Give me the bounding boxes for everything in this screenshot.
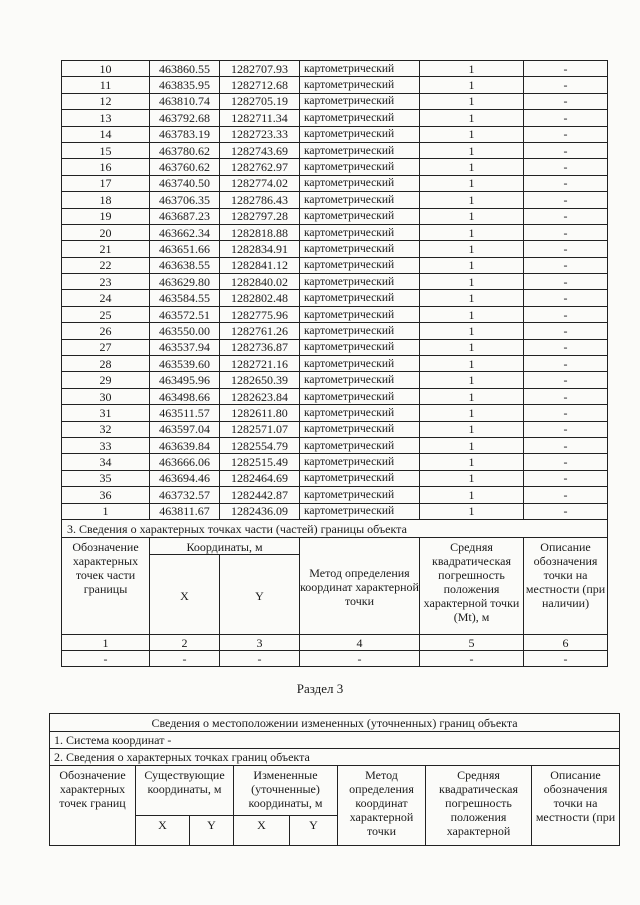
point-number-cell: 21 [62, 241, 150, 257]
method-cell: картометрический [300, 503, 420, 519]
table-row [62, 356, 608, 372]
accuracy-cell: 1 [420, 290, 524, 306]
coord-x-cell: 463572.51 [150, 306, 220, 322]
col-method-header: Метод определения координат характерной точки [300, 538, 420, 635]
accuracy-cell: 1 [420, 175, 524, 191]
method-cell: картометрический [300, 323, 420, 339]
empty-value-cell: - [62, 651, 150, 667]
point-number-cell: 33 [62, 437, 150, 453]
point-number-cell: 22 [62, 257, 150, 273]
description-cell: - [524, 421, 608, 437]
coord-x-cell: 463638.55 [150, 257, 220, 273]
coord-y-cell: 1282723.33 [220, 126, 300, 142]
description-cell: - [524, 175, 608, 191]
method-cell: картометрический [300, 290, 420, 306]
method-cell: картометрический [300, 405, 420, 421]
coord-x-cell: 463835.95 [150, 77, 220, 93]
coord-y-cell: 1282818.88 [220, 224, 300, 240]
description-cell: - [524, 93, 608, 109]
coord-y-cell: 1282834.91 [220, 241, 300, 257]
description-cell: - [524, 290, 608, 306]
table-row [62, 274, 608, 290]
coord-y-cell: 1282774.02 [220, 175, 300, 191]
point-number-cell: 27 [62, 339, 150, 355]
coord-y-cell: 1282840.02 [220, 274, 300, 290]
point-number-cell: 14 [62, 126, 150, 142]
accuracy-cell: 1 [420, 470, 524, 486]
accuracy-cell: 1 [420, 323, 524, 339]
description-cell: - [524, 77, 608, 93]
table-row [62, 192, 608, 208]
point-number-cell: 36 [62, 487, 150, 503]
table-row [62, 503, 608, 519]
method-cell: картометрический [300, 339, 420, 355]
table-row [62, 372, 608, 388]
coord-y-cell: 1282721.16 [220, 356, 300, 372]
point-number-cell: 11 [62, 77, 150, 93]
accuracy-cell: 1 [420, 126, 524, 142]
coord-y-cell: 1282442.87 [220, 487, 300, 503]
column-number-cell: 6 [524, 635, 608, 651]
coord-x-cell: 463651.66 [150, 241, 220, 257]
accuracy-cell: 1 [420, 192, 524, 208]
method-cell: картометрический [300, 274, 420, 290]
accuracy-cell: 1 [420, 110, 524, 126]
description-cell: - [524, 306, 608, 322]
accuracy-cell: 1 [420, 454, 524, 470]
col-point-header: Обозначение характерных точек границ [50, 766, 136, 846]
col-existing-header: Существующие координаты, м [136, 766, 234, 816]
empty-value-cell: - [220, 651, 300, 667]
table-row [62, 421, 608, 437]
table-row [62, 175, 608, 191]
coord-y-cell: 1282786.43 [220, 192, 300, 208]
description-cell: - [524, 61, 608, 77]
coord-y-cell: 1282464.69 [220, 470, 300, 486]
changed-boundary-title: Сведения о местоположении измененных (уточненных) границ объекта [50, 714, 620, 732]
point-number-cell: 12 [62, 93, 150, 109]
coord-x-cell: 463539.60 [150, 356, 220, 372]
coord-y-cell: 1282761.26 [220, 323, 300, 339]
method-cell: картометрический [300, 77, 420, 93]
column-number-cell: 3 [220, 635, 300, 651]
coord-y-cell: 1282711.34 [220, 110, 300, 126]
description-cell: - [524, 487, 608, 503]
description-cell: - [524, 388, 608, 404]
point-number-cell: 31 [62, 405, 150, 421]
table-row [62, 388, 608, 404]
coord-x-cell: 463639.84 [150, 437, 220, 453]
method-cell: картометрический [300, 421, 420, 437]
method-cell: картометрический [300, 306, 420, 322]
coord-x-cell: 463694.46 [150, 470, 220, 486]
coord-x-cell: 463597.04 [150, 421, 220, 437]
coord-y-cell: 1282705.19 [220, 93, 300, 109]
point-number-cell: 1 [62, 503, 150, 519]
table-row [62, 454, 608, 470]
col-changed-header: Измененные (уточненные) координаты, м [234, 766, 338, 816]
description-cell: - [524, 224, 608, 240]
coord-y-cell: 1282743.69 [220, 142, 300, 158]
accuracy-cell: 1 [420, 306, 524, 322]
accuracy-cell: 1 [420, 372, 524, 388]
empty-value-cell: - [524, 651, 608, 667]
point-number-cell: 18 [62, 192, 150, 208]
coord-x-cell: 463860.55 [150, 61, 220, 77]
description-cell: - [524, 454, 608, 470]
point-number-cell: 20 [62, 224, 150, 240]
accuracy-cell: 1 [420, 339, 524, 355]
coord-x-cell: 463687.23 [150, 208, 220, 224]
coord-y-cell: 1282436.09 [220, 503, 300, 519]
col-accuracy-header: Средняя квадратическая погрешность положения характерной точки (Mt), м [420, 538, 524, 635]
method-cell: картометрический [300, 192, 420, 208]
point-number-cell: 25 [62, 306, 150, 322]
accuracy-cell: 1 [420, 421, 524, 437]
coord-y-cell: 1282611.80 [220, 405, 300, 421]
table-row [62, 306, 608, 322]
table-row [62, 339, 608, 355]
part-boundary-table [61, 519, 608, 667]
coord-y-cell: 1282775.96 [220, 306, 300, 322]
method-cell: картометрический [300, 208, 420, 224]
col-accuracy-header: Средняя квадратическая погрешность положения характерной [426, 766, 532, 846]
coord-x-cell: 463810.74 [150, 93, 220, 109]
coord-x-cell: 463511.57 [150, 405, 220, 421]
coord-y-cell: 1282554.79 [220, 437, 300, 453]
point-number-cell: 35 [62, 470, 150, 486]
coord-y-cell: 1282802.48 [220, 290, 300, 306]
coord-y-cell: 1282571.07 [220, 421, 300, 437]
accuracy-cell: 1 [420, 208, 524, 224]
method-cell: картометрический [300, 372, 420, 388]
point-number-cell: 30 [62, 388, 150, 404]
point-number-cell: 13 [62, 110, 150, 126]
method-cell: картометрический [300, 356, 420, 372]
point-number-cell: 17 [62, 175, 150, 191]
table-row [62, 224, 608, 240]
coord-x-cell: 463760.62 [150, 159, 220, 175]
description-cell: - [524, 339, 608, 355]
coord-x-cell: 463811.67 [150, 503, 220, 519]
description-cell: - [524, 192, 608, 208]
method-cell: картометрический [300, 159, 420, 175]
col-y-header: Y [220, 555, 300, 635]
point-number-cell: 16 [62, 159, 150, 175]
method-cell: картометрический [300, 257, 420, 273]
col-method-header: Метод определения координат характерной точки [338, 766, 426, 846]
table-row [62, 142, 608, 158]
description-cell: - [524, 241, 608, 257]
method-cell: картометрический [300, 437, 420, 453]
method-cell: картометрический [300, 241, 420, 257]
table-row [62, 257, 608, 273]
coord-y-cell: 1282797.28 [220, 208, 300, 224]
col-desc-header: Описание обозначения точки на местности (при наличии) [524, 538, 608, 635]
method-cell: картометрический [300, 175, 420, 191]
empty-value-cell: - [420, 651, 524, 667]
description-cell: - [524, 274, 608, 290]
method-cell: картометрический [300, 142, 420, 158]
column-number-cell: 4 [300, 635, 420, 651]
point-number-cell: 29 [62, 372, 150, 388]
table-row [62, 61, 608, 77]
point-number-cell: 34 [62, 454, 150, 470]
method-cell: картометрический [300, 470, 420, 486]
coord-x-cell: 463792.68 [150, 110, 220, 126]
method-cell: картометрический [300, 93, 420, 109]
description-cell: - [524, 405, 608, 421]
empty-value-cell: - [150, 651, 220, 667]
point-number-cell: 26 [62, 323, 150, 339]
method-cell: картометрический [300, 126, 420, 142]
coord-y-cell: 1282712.68 [220, 77, 300, 93]
table-row [62, 290, 608, 306]
method-cell: картометрический [300, 454, 420, 470]
col-desc-header: Описание обозначения точки на местности (при [532, 766, 620, 846]
description-cell: - [524, 470, 608, 486]
coord-y-cell: 1282762.97 [220, 159, 300, 175]
accuracy-cell: 1 [420, 93, 524, 109]
table-row [62, 437, 608, 453]
accuracy-cell: 1 [420, 241, 524, 257]
point-number-cell: 23 [62, 274, 150, 290]
accuracy-cell: 1 [420, 274, 524, 290]
coord-x-cell: 463498.66 [150, 388, 220, 404]
boundary-points-table [61, 60, 608, 520]
col-coords-header: Координаты, м [150, 538, 300, 555]
coord-x-cell: 463537.94 [150, 339, 220, 355]
table-row [62, 323, 608, 339]
table-row [62, 110, 608, 126]
point-number-cell: 28 [62, 356, 150, 372]
description-cell: - [524, 110, 608, 126]
col-x-header: X [150, 555, 220, 635]
accuracy-cell: 1 [420, 257, 524, 273]
description-cell: - [524, 126, 608, 142]
coord-x-cell: 463550.00 [150, 323, 220, 339]
accuracy-cell: 1 [420, 77, 524, 93]
table-row [62, 93, 608, 109]
method-cell: картометрический [300, 61, 420, 77]
col-existing-y: Y [190, 816, 234, 846]
point-number-cell: 32 [62, 421, 150, 437]
coord-x-cell: 463740.50 [150, 175, 220, 191]
accuracy-cell: 1 [420, 159, 524, 175]
point-number-cell: 15 [62, 142, 150, 158]
column-number-cell: 1 [62, 635, 150, 651]
part-boundary-caption: 3. Сведения о характерных точках части (частей) границы объекта [62, 520, 608, 538]
coord-y-cell: 1282623.84 [220, 388, 300, 404]
description-cell: - [524, 503, 608, 519]
empty-value-cell: - [300, 651, 420, 667]
coord-x-cell: 463662.34 [150, 224, 220, 240]
coord-y-cell: 1282650.39 [220, 372, 300, 388]
changed-boundary-table [49, 713, 620, 846]
table-row [62, 208, 608, 224]
boundary-points-caption: 2. Сведения о характерных точках границ объекта [50, 749, 620, 766]
table-row [62, 159, 608, 175]
method-cell: картометрический [300, 110, 420, 126]
table-row [62, 405, 608, 421]
col-changed-y: Y [290, 816, 338, 846]
coord-y-cell: 1282515.49 [220, 454, 300, 470]
table-row [62, 126, 608, 142]
coord-x-cell: 463783.19 [150, 126, 220, 142]
col-point-header: Обозначение характерных точек части границы [62, 538, 150, 635]
coord-x-cell: 463495.96 [150, 372, 220, 388]
accuracy-cell: 1 [420, 61, 524, 77]
accuracy-cell: 1 [420, 224, 524, 240]
description-cell: - [524, 142, 608, 158]
column-number-cell: 2 [150, 635, 220, 651]
coordinate-system: 1. Система координат - [50, 732, 620, 749]
description-cell: - [524, 257, 608, 273]
coord-x-cell: 463666.06 [150, 454, 220, 470]
coord-y-cell: 1282841.12 [220, 257, 300, 273]
column-number-cell: 5 [420, 635, 524, 651]
point-number-cell: 10 [62, 61, 150, 77]
method-cell: картометрический [300, 487, 420, 503]
section-title: Раздел 3 [296, 681, 344, 696]
accuracy-cell: 1 [420, 437, 524, 453]
description-cell: - [524, 356, 608, 372]
method-cell: картометрический [300, 224, 420, 240]
col-existing-x: X [136, 816, 190, 846]
coord-x-cell: 463732.57 [150, 487, 220, 503]
coord-x-cell: 463584.55 [150, 290, 220, 306]
point-number-cell: 24 [62, 290, 150, 306]
accuracy-cell: 1 [420, 487, 524, 503]
table-row [62, 241, 608, 257]
accuracy-cell: 1 [420, 356, 524, 372]
accuracy-cell: 1 [420, 503, 524, 519]
point-number-cell: 19 [62, 208, 150, 224]
table-row [62, 470, 608, 486]
col-changed-x: X [234, 816, 290, 846]
coord-y-cell: 1282736.87 [220, 339, 300, 355]
accuracy-cell: 1 [420, 405, 524, 421]
description-cell: - [524, 159, 608, 175]
description-cell: - [524, 372, 608, 388]
description-cell: - [524, 437, 608, 453]
accuracy-cell: 1 [420, 142, 524, 158]
coord-y-cell: 1282707.93 [220, 61, 300, 77]
description-cell: - [524, 208, 608, 224]
coord-x-cell: 463706.35 [150, 192, 220, 208]
table-row [62, 77, 608, 93]
table-row [62, 487, 608, 503]
coord-x-cell: 463780.62 [150, 142, 220, 158]
accuracy-cell: 1 [420, 388, 524, 404]
description-cell: - [524, 323, 608, 339]
coord-x-cell: 463629.80 [150, 274, 220, 290]
method-cell: картометрический [300, 388, 420, 404]
